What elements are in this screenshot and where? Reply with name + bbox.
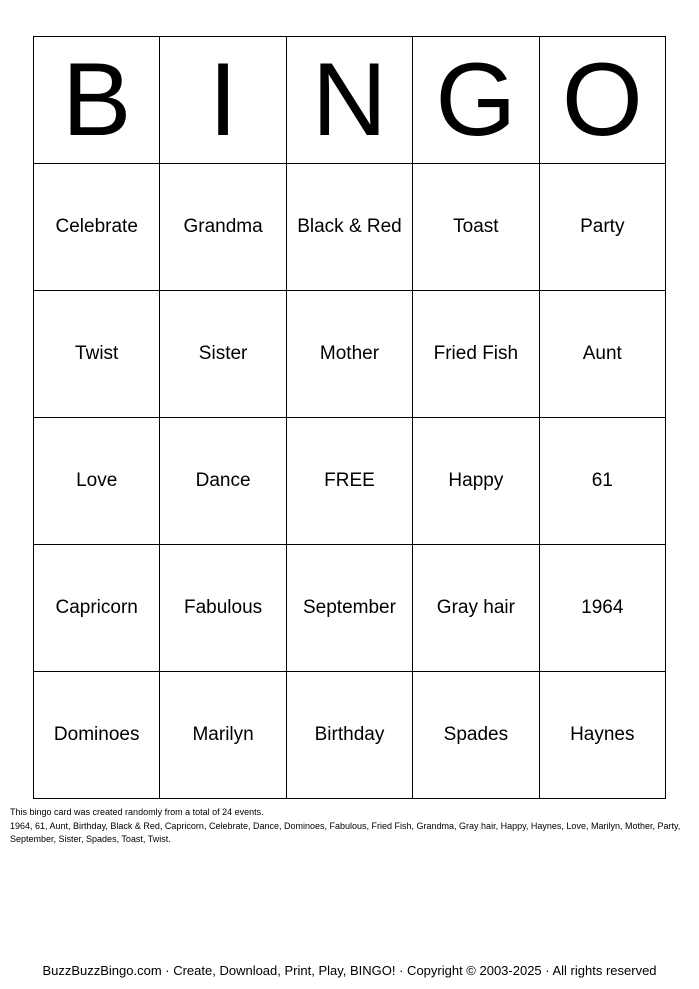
bingo-row bbox=[34, 291, 666, 418]
free-space-cell: FREE bbox=[286, 418, 412, 545]
header-letter-o: O bbox=[539, 37, 665, 164]
bingo-row bbox=[34, 418, 666, 545]
bingo-cell: Sister bbox=[160, 291, 286, 418]
bingo-cell: Happy bbox=[413, 418, 539, 545]
site-footer: BuzzBuzzBingo.com · Create, Download, Print, Play, BINGO! · Copyright © 2003-2025 · All rights reserved bbox=[42, 963, 657, 978]
bingo-cell: 61 bbox=[539, 418, 665, 545]
header-letter-n: N bbox=[286, 37, 412, 164]
bingo-row bbox=[34, 545, 666, 672]
bingo-cell: Grandma bbox=[160, 164, 286, 291]
bingo-cell: Celebrate bbox=[34, 164, 160, 291]
header-letter-g: G bbox=[413, 37, 539, 164]
event-list-text: 1964, 61, Aunt, Birthday, Black & Red, Capricorn, Celebrate, Dance, Dominoes, Fabulous, Fried Fish, Grandma, Gray hair, Happy, Haynes, Love, Marilyn, Mother, Party, September, Sister, Spades, Toast, Twist. bbox=[10, 820, 681, 844]
bingo-cell: Dance bbox=[160, 418, 286, 545]
card-summary-text: This bingo card was created randomly from a total of 24 events. bbox=[10, 807, 264, 817]
header-letter-i: I bbox=[160, 37, 286, 164]
card-footnote bbox=[10, 806, 692, 847]
bingo-cell: Fried Fish bbox=[413, 291, 539, 418]
bingo-row bbox=[34, 672, 666, 799]
bingo-cell: Love bbox=[34, 418, 160, 545]
bingo-cell: Twist bbox=[34, 291, 160, 418]
bingo-cell: Dominoes bbox=[34, 672, 160, 799]
bingo-cell: Party bbox=[539, 164, 665, 291]
bingo-cell: Birthday bbox=[286, 672, 412, 799]
bingo-cell: Capricorn bbox=[34, 545, 160, 672]
bingo-cell: Fabulous bbox=[160, 545, 286, 672]
bingo-cell: Mother bbox=[286, 291, 412, 418]
bingo-cell: Haynes bbox=[539, 672, 665, 799]
bingo-card bbox=[33, 36, 666, 799]
bingo-cell: Marilyn bbox=[160, 672, 286, 799]
bingo-header-row bbox=[34, 37, 666, 164]
bingo-cell: September bbox=[286, 545, 412, 672]
bingo-cell: Toast bbox=[413, 164, 539, 291]
bingo-cell: Spades bbox=[413, 672, 539, 799]
bingo-cell: 1964 bbox=[539, 545, 665, 672]
bingo-cell: Gray hair bbox=[413, 545, 539, 672]
bingo-row bbox=[34, 164, 666, 291]
bingo-cell: Aunt bbox=[539, 291, 665, 418]
bingo-cell: Black & Red bbox=[286, 164, 412, 291]
header-letter-b: B bbox=[34, 37, 160, 164]
